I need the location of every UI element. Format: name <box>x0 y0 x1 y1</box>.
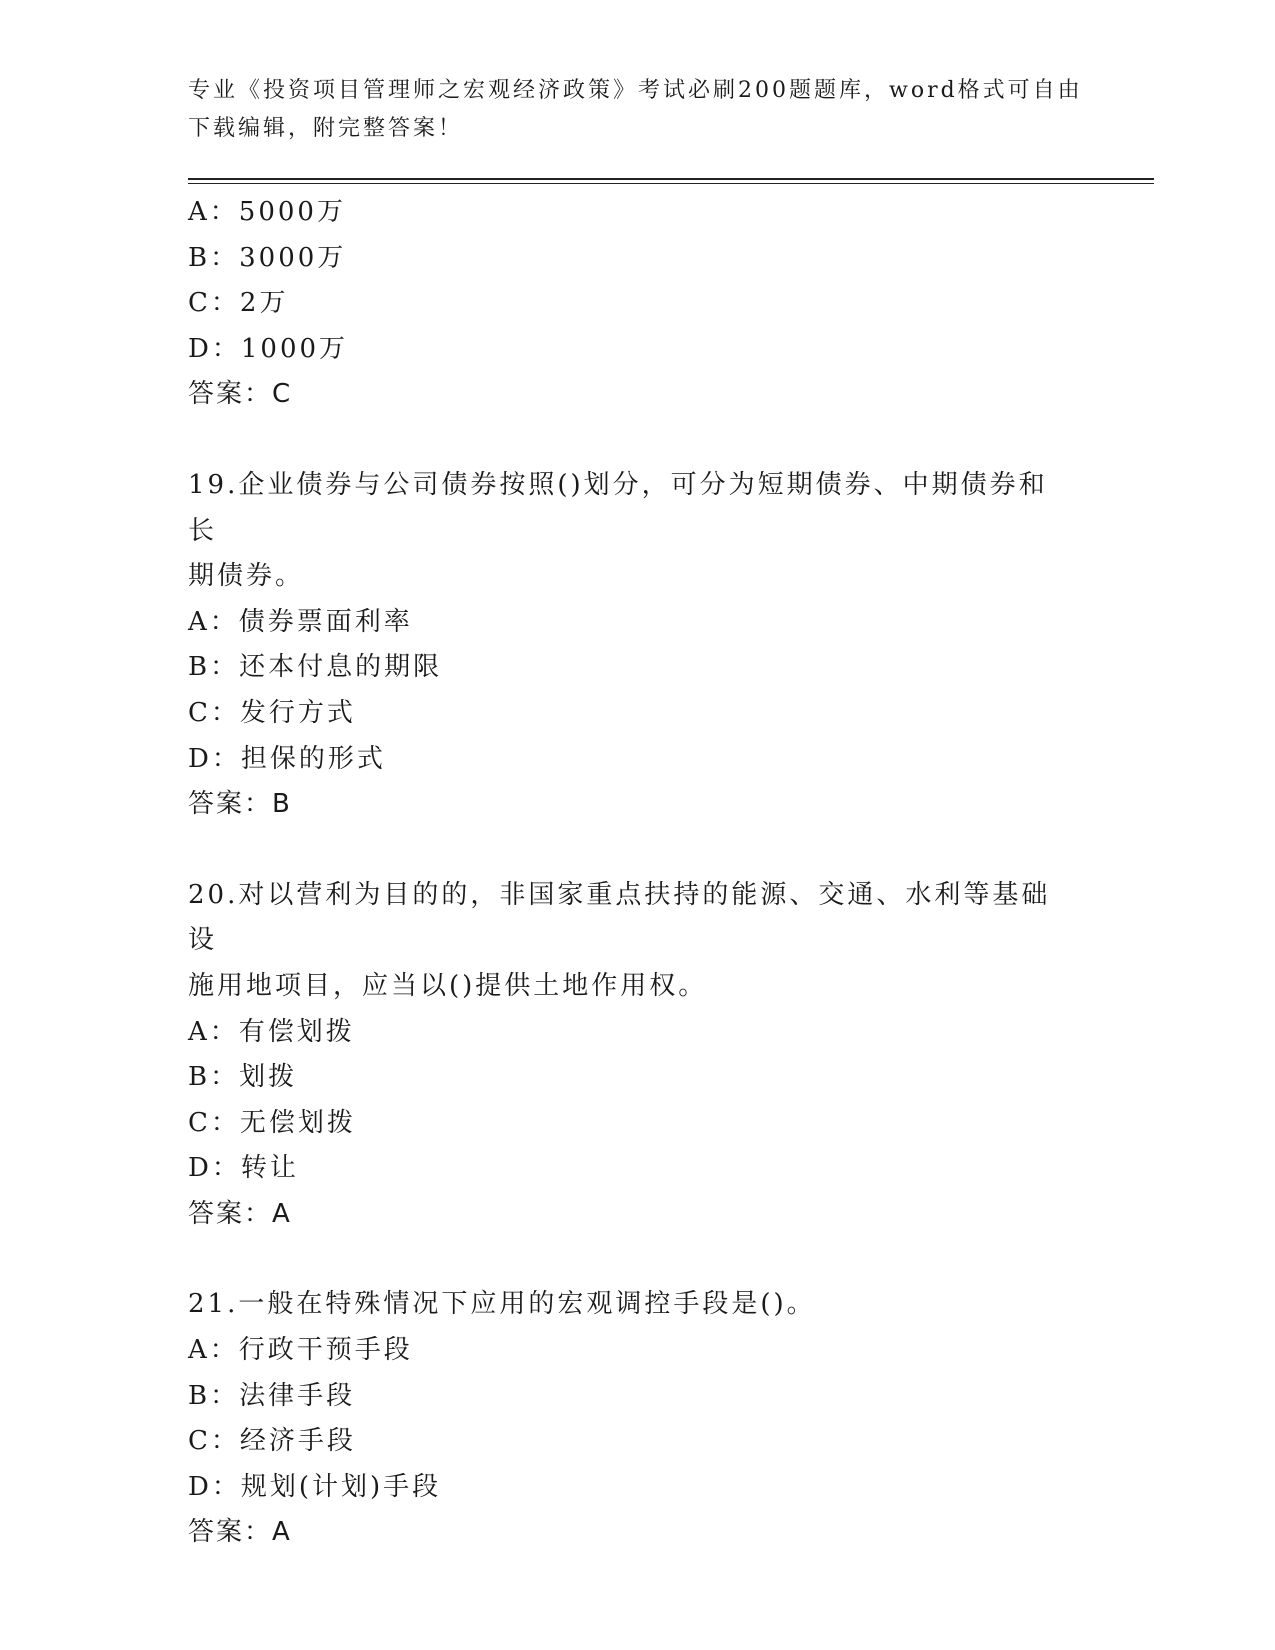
question-stem <box>188 463 1068 600</box>
stem-line-2: 施用地项目，应当以()提供土地作用权。 <box>188 970 708 1001</box>
option-c: C：发行方式 <box>188 697 356 728</box>
option-b: B：还本付息的期限 <box>188 652 443 683</box>
question-block-19 <box>188 463 1088 828</box>
header-line-2: 下载编辑，附完整答案！ <box>188 116 464 141</box>
stem-line-1: 19.企业债券与公司债券按照()划分，可分为短期债券、中期债券和长 <box>188 469 1048 546</box>
option-d: D：规划(计划)手段 <box>188 1471 442 1502</box>
option-c: C：无偿划拨 <box>188 1107 356 1138</box>
option-b: B：法律手段 <box>188 1380 356 1411</box>
stem-line-1: 20.对以营利为目的的，非国家重点扶持的能源、交通、水利等基础设 <box>188 879 1051 956</box>
answer-line: 答案：B <box>188 789 292 820</box>
option-c: C：2万 <box>188 288 289 319</box>
question-stem <box>188 1282 1068 1328</box>
question-block-18-partial <box>188 190 1088 418</box>
stem-line-2: 期债券。 <box>188 561 305 592</box>
option-b: B：3000万 <box>188 242 347 273</box>
answer-line: 答案：A <box>188 1517 292 1548</box>
question-block-20 <box>188 873 1088 1238</box>
option-d: D：转让 <box>188 1153 299 1184</box>
header-divider-thin <box>188 183 1154 184</box>
option-c: C：经济手段 <box>188 1426 356 1457</box>
option-a: A：有偿划拨 <box>188 1016 355 1047</box>
option-a: A：5000万 <box>188 197 346 227</box>
option-d: D：1000万 <box>188 333 349 364</box>
option-a: A：行政干预手段 <box>188 1335 413 1366</box>
question-stem <box>188 873 1068 1010</box>
option-a: A：债券票面利率 <box>188 606 413 637</box>
option-b: B：划拨 <box>188 1062 298 1093</box>
document-header <box>188 72 1088 148</box>
answer-line: 答案：A <box>188 1198 292 1229</box>
header-line-1: 专业《投资项目管理师之宏观经济政策》考试必刷200题题库，word格式可自由 <box>188 78 1083 103</box>
header-divider-thick <box>188 178 1154 180</box>
question-block-21 <box>188 1282 1088 1556</box>
stem-line-1: 21.一般在特殊情况下应用的宏观调控手段是()。 <box>188 1289 816 1320</box>
answer-line: 答案：C <box>188 379 293 410</box>
option-d: D：担保的形式 <box>188 743 386 774</box>
document-body <box>188 190 1088 1556</box>
